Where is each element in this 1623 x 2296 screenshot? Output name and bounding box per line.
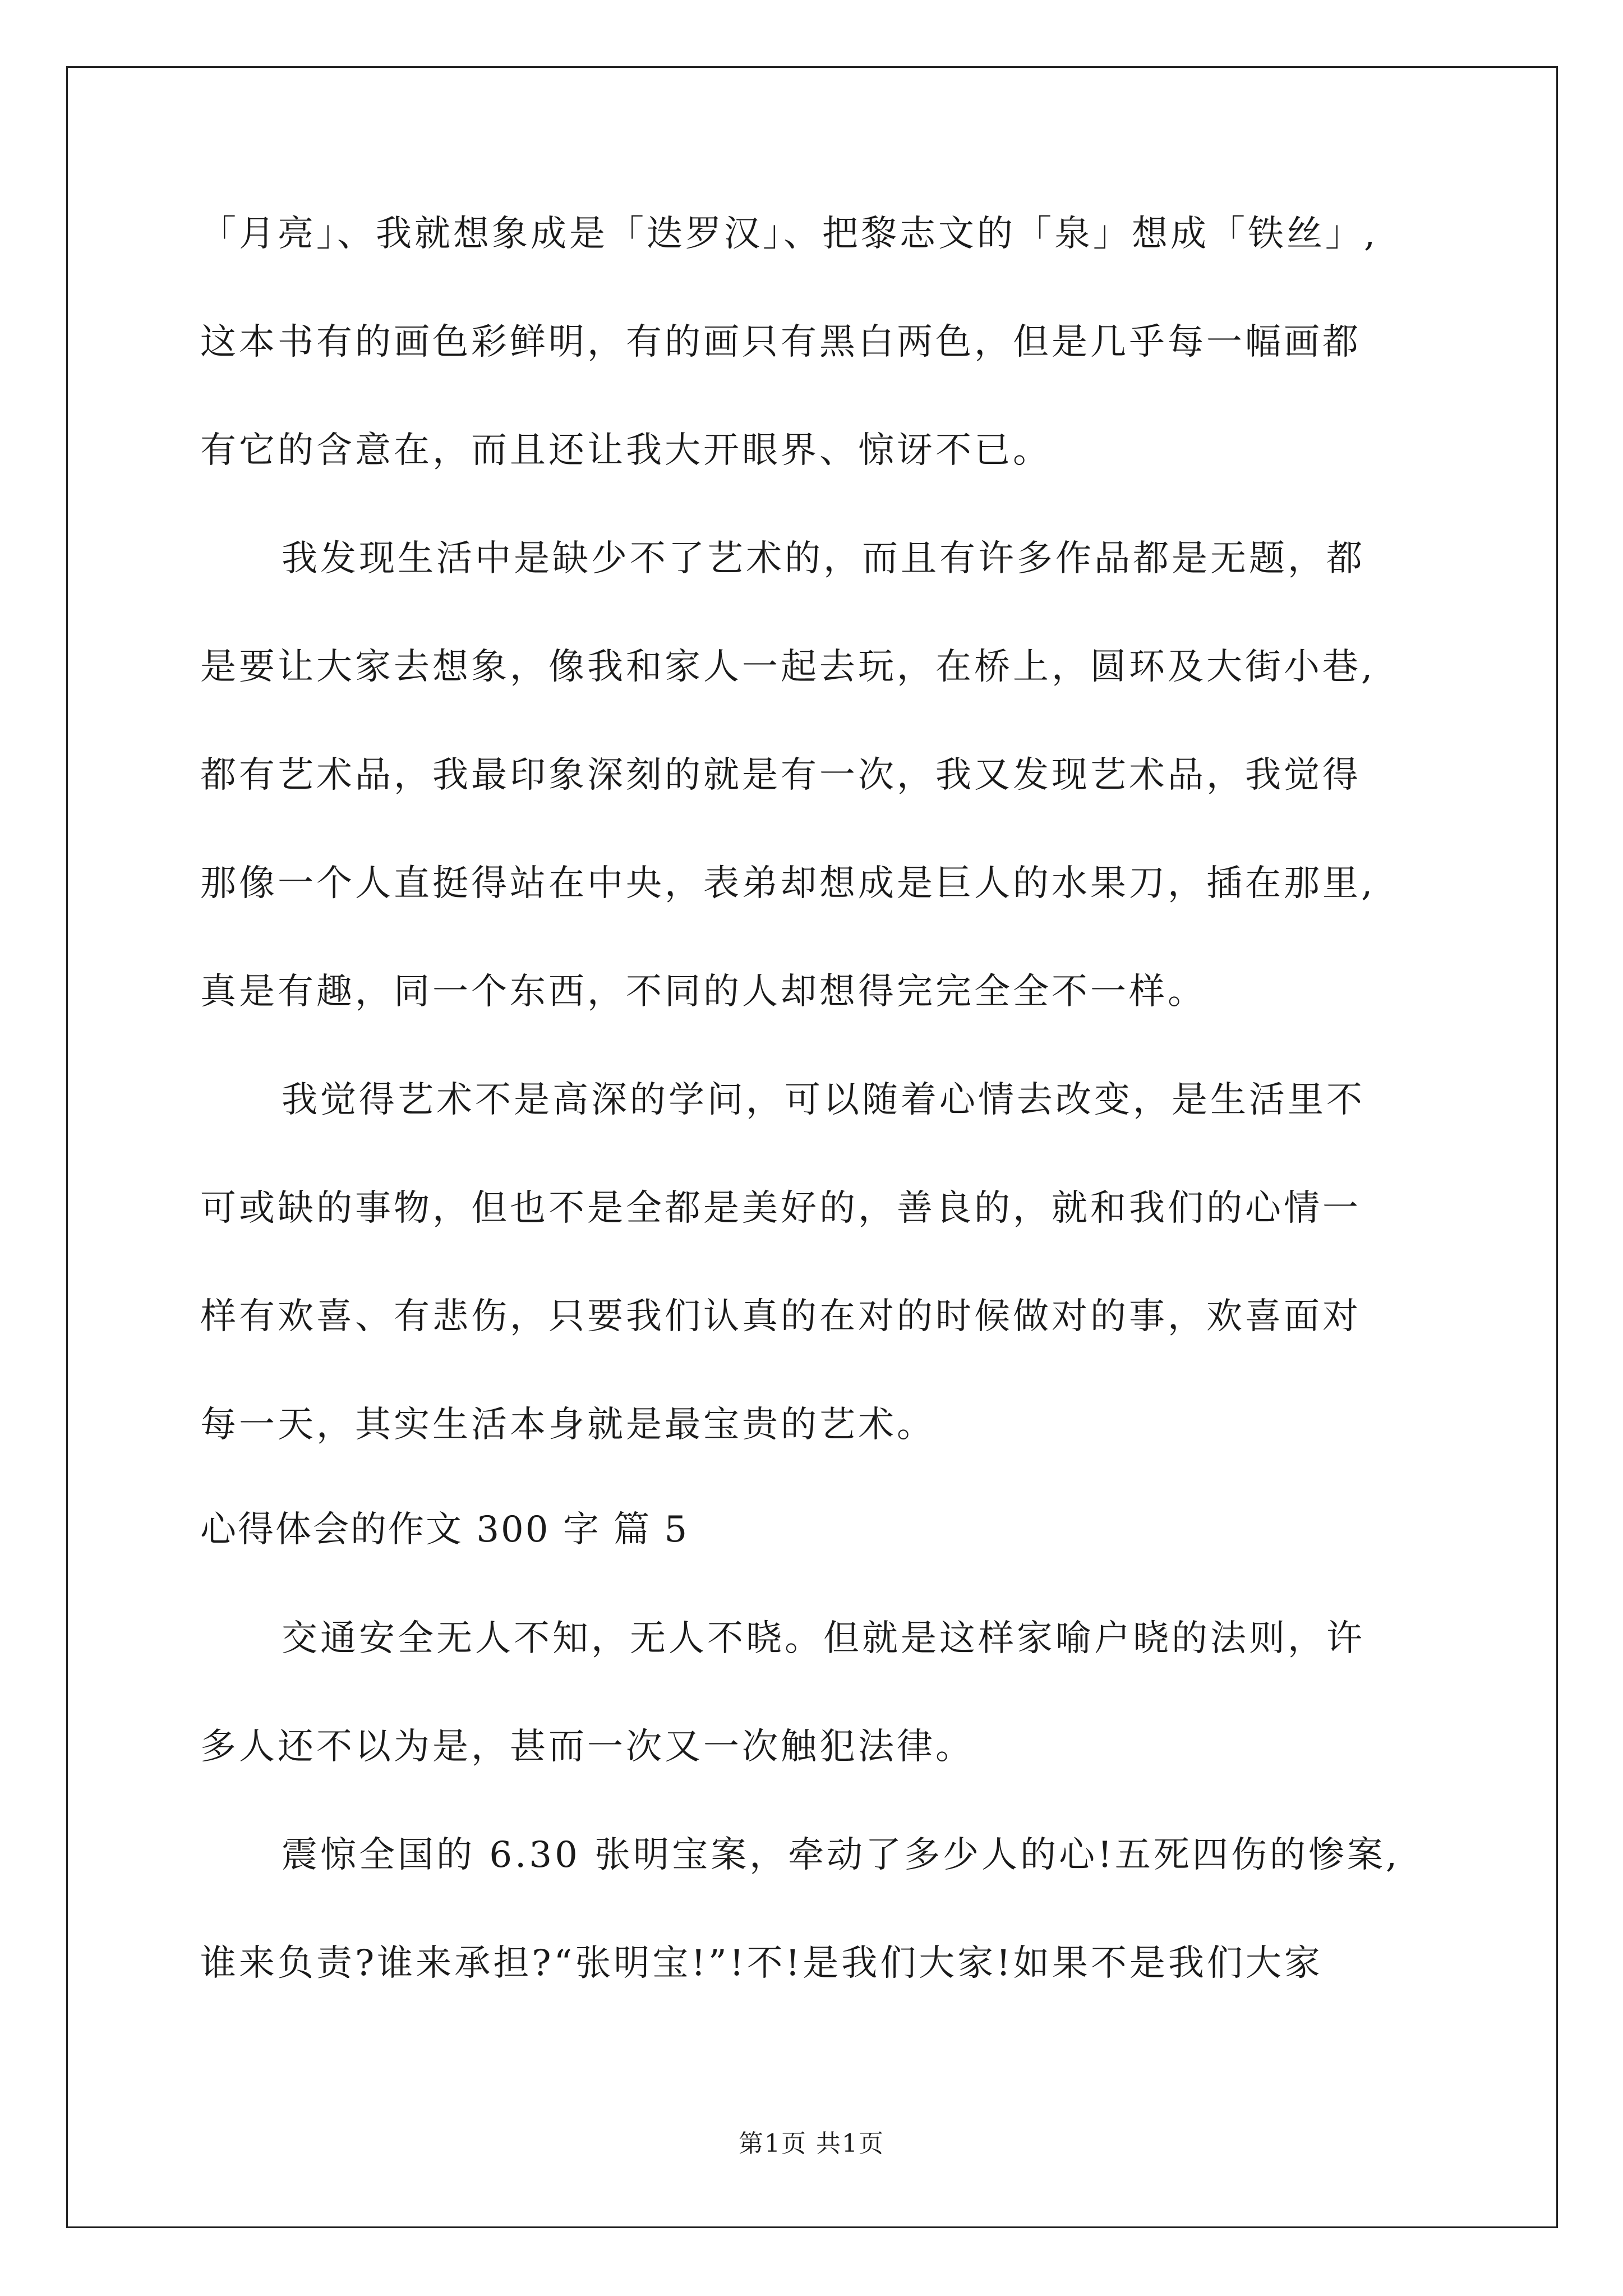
text-line: 那像一个人直挺得站在中央，表弟却想成是巨人的水果刀，插在那里,: [200, 863, 1376, 904]
text-line: 样有欢喜、有悲伤，只要我们认真的在对的时候做对的事，欢喜面对: [200, 1296, 1361, 1337]
paragraph-first-line: 我觉得艺术不是高深的学问，可以随着心情去改变，是生活里不: [282, 1079, 1365, 1121]
text-line: 有它的含意在，而且还让我大开眼界、惊讶不已。: [200, 430, 1052, 471]
page-border: [66, 66, 1558, 2228]
paragraph-first-line: 我发现生活中是缺少不了艺术的，而且有许多作品都是无题，都: [282, 538, 1365, 579]
paragraph-first-line: 交通安全无人不知，无人不晓。但就是这样家喻户晓的法则，许: [282, 1618, 1365, 1659]
text-line: 可或缺的事物，但也不是全都是美好的，善良的，就和我们的心情一: [200, 1188, 1361, 1229]
text-line: 谁来负责?谁来承担?“张明宝!”!不!是我们大家!如果不是我们大家: [200, 1943, 1323, 1984]
text-line: 真是有趣，同一个东西，不同的人却想得完完全全不一样。: [200, 971, 1206, 1013]
text-line: 这本书有的画色彩鲜明，有的画只有黑白两色，但是几乎每一幅画都: [200, 321, 1361, 363]
paragraph-first-line: 震惊全国的 6.30 张明宝案，牵动了多少人的心!五死四伤的惨案,: [282, 1834, 1400, 1876]
text-line: 「月亮」、我就想象成是「迭罗汉」、把黎志文的「泉」想成「铁丝」,: [200, 213, 1378, 255]
text-line: 多人还不以为是，甚而一次又一次触犯法律。: [200, 1726, 974, 1768]
text-line: 是要让大家去想象，像我和家人一起去玩，在桥上，圆环及大街小巷,: [200, 646, 1376, 688]
text-line: 每一天，其实生活本身就是最宝贵的艺术。: [200, 1404, 935, 1446]
page-footer: 第1页 共1页: [739, 2129, 884, 2158]
text-line: 都有艺术品，我最印象深刻的就是有一次，我又发现艺术品，我觉得: [200, 754, 1361, 796]
section-heading: 心得体会的作文 300 字 篇 5: [200, 1509, 689, 1550]
